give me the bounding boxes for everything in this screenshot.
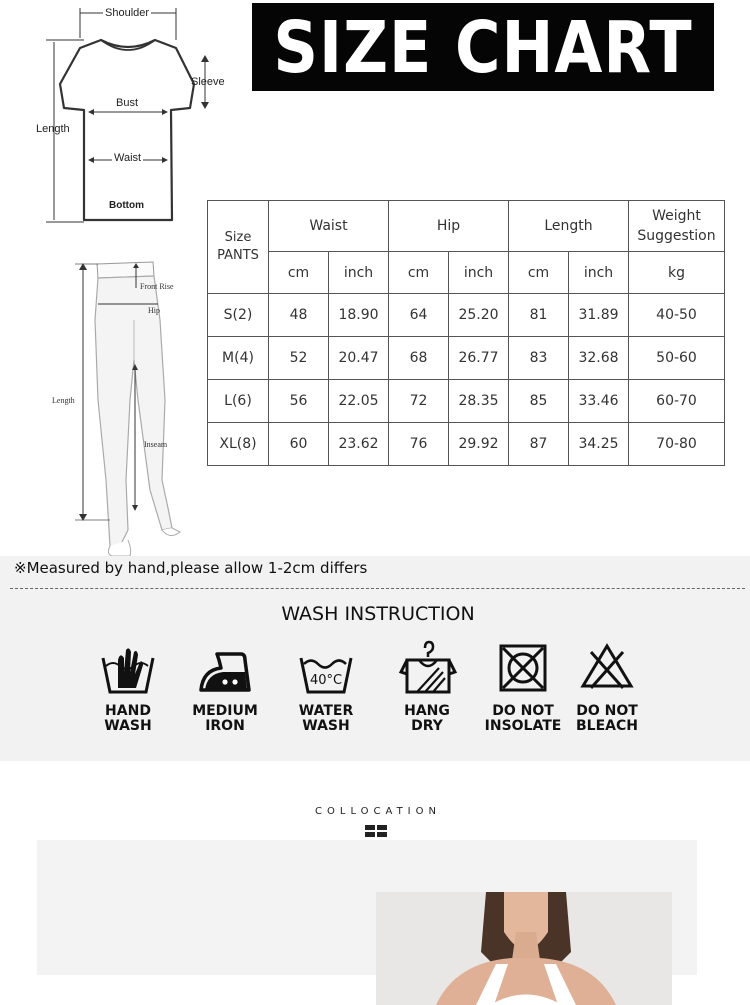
unit-cell: cm	[269, 252, 329, 294]
table-cell: 68	[389, 337, 449, 380]
table-row	[208, 380, 725, 423]
banner-title: SIZE CHART	[273, 5, 693, 89]
table-cell: 18.90	[329, 294, 389, 337]
grid-icon	[365, 825, 387, 837]
table-cell: 72	[389, 380, 449, 423]
table-cell: 33.46	[569, 380, 629, 423]
table-cell: 60-70	[629, 380, 725, 423]
table-cell: 25.20	[449, 294, 509, 337]
do-not-bleach-icon	[577, 640, 637, 700]
table-cell: 64	[389, 294, 449, 337]
unit-cell: cm	[389, 252, 449, 294]
wash-item-hand-wash	[83, 640, 173, 734]
table-cell: 83	[509, 337, 569, 380]
water-temp-text: 40°C	[309, 673, 343, 688]
table-cell: 22.05	[329, 380, 389, 423]
unit-cell: inch	[569, 252, 629, 294]
front-rise-label: Front Rise	[140, 282, 174, 291]
do-not-insolate-icon	[493, 640, 553, 700]
table-cell: 48	[269, 294, 329, 337]
sleeve-label: Sleeve	[191, 76, 225, 88]
table-cell: 40-50	[629, 294, 725, 337]
table-cell: 76	[389, 423, 449, 466]
measurement-note: ※Measured by hand,please allow 1-2cm differs	[14, 559, 368, 577]
bottom-label: Bottom	[109, 200, 144, 211]
wash-item-hang-dry	[382, 640, 472, 734]
unit-cell: kg	[629, 252, 725, 294]
model-photo	[376, 892, 672, 1005]
waist-label: Waist	[114, 152, 142, 164]
unit-cell: inch	[449, 252, 509, 294]
do-not-insolate-label: DO NOT INSOLATE	[484, 703, 562, 734]
hand-wash-label: HAND WASH	[104, 703, 152, 734]
size-chart-banner	[252, 3, 714, 91]
model-photo-image	[376, 892, 672, 1005]
table-header-row	[208, 201, 725, 252]
do-not-bleach-label: DO NOT BLEACH	[576, 703, 638, 734]
size-table	[207, 200, 725, 466]
medium-iron-label: MEDIUM IRON	[192, 703, 258, 734]
table-cell: 85	[509, 380, 569, 423]
water-wash-icon	[296, 640, 356, 700]
size-header-cell	[208, 201, 269, 294]
table-cell: 23.62	[329, 423, 389, 466]
wash-item-do-not-bleach	[562, 640, 652, 734]
table-row	[208, 337, 725, 380]
table-cell: 50-60	[629, 337, 725, 380]
pants-diagram	[40, 250, 210, 560]
size-cell: M(4)	[208, 337, 269, 380]
table-cell: 20.47	[329, 337, 389, 380]
table-cell: 70-80	[629, 423, 725, 466]
weight-header-text: Weight	[652, 208, 701, 224]
length-header: Length	[509, 201, 629, 252]
table-cell: 26.77	[449, 337, 509, 380]
pants-header-text: PANTS	[217, 248, 259, 263]
table-cell: 28.35	[449, 380, 509, 423]
waist-header: Waist	[269, 201, 389, 252]
suggestion-header-text: Suggestion	[637, 228, 716, 244]
unit-cell: inch	[329, 252, 389, 294]
collocation-title: COLLOCATION	[315, 806, 441, 817]
table-row	[208, 423, 725, 466]
table-cell: 29.92	[449, 423, 509, 466]
hang-dry-icon	[397, 640, 457, 700]
dashed-divider	[10, 588, 745, 589]
wash-item-water-wash	[281, 640, 371, 734]
bust-label: Bust	[116, 97, 139, 109]
medium-iron-icon	[195, 640, 255, 700]
table-cell: 56	[269, 380, 329, 423]
weight-header-cell	[629, 201, 725, 252]
wash-item-medium-iron	[180, 640, 270, 734]
table-cell: 52	[269, 337, 329, 380]
wash-item-do-not-insolate	[478, 640, 568, 734]
table-cell: 34.25	[569, 423, 629, 466]
table-unit-row	[208, 252, 725, 294]
table-cell: 60	[269, 423, 329, 466]
hand-wash-icon	[98, 640, 158, 700]
unit-cell: cm	[509, 252, 569, 294]
pants-length-label: Length	[52, 396, 75, 405]
table-cell: 81	[509, 294, 569, 337]
hang-dry-label: HANG DRY	[404, 703, 450, 734]
size-header-text: Size	[224, 230, 252, 245]
size-cell: S(2)	[208, 294, 269, 337]
inseam-label: Inseam	[144, 440, 168, 449]
table-cell: 87	[509, 423, 569, 466]
leggings-outline-icon	[40, 250, 210, 560]
hip-label: Hip	[148, 306, 160, 315]
table-row	[208, 294, 725, 337]
shoulder-label: Shoulder	[105, 7, 150, 19]
size-cell: XL(8)	[208, 423, 269, 466]
shirt-diagram	[0, 0, 240, 235]
hip-header: Hip	[389, 201, 509, 252]
table-cell: 32.68	[569, 337, 629, 380]
length-label: Length	[36, 123, 70, 135]
table-cell: 31.89	[569, 294, 629, 337]
water-wash-label: WATER WASH	[298, 703, 354, 734]
size-cell: L(6)	[208, 380, 269, 423]
wash-instruction-title: WASH INSTRUCTION	[281, 603, 475, 625]
